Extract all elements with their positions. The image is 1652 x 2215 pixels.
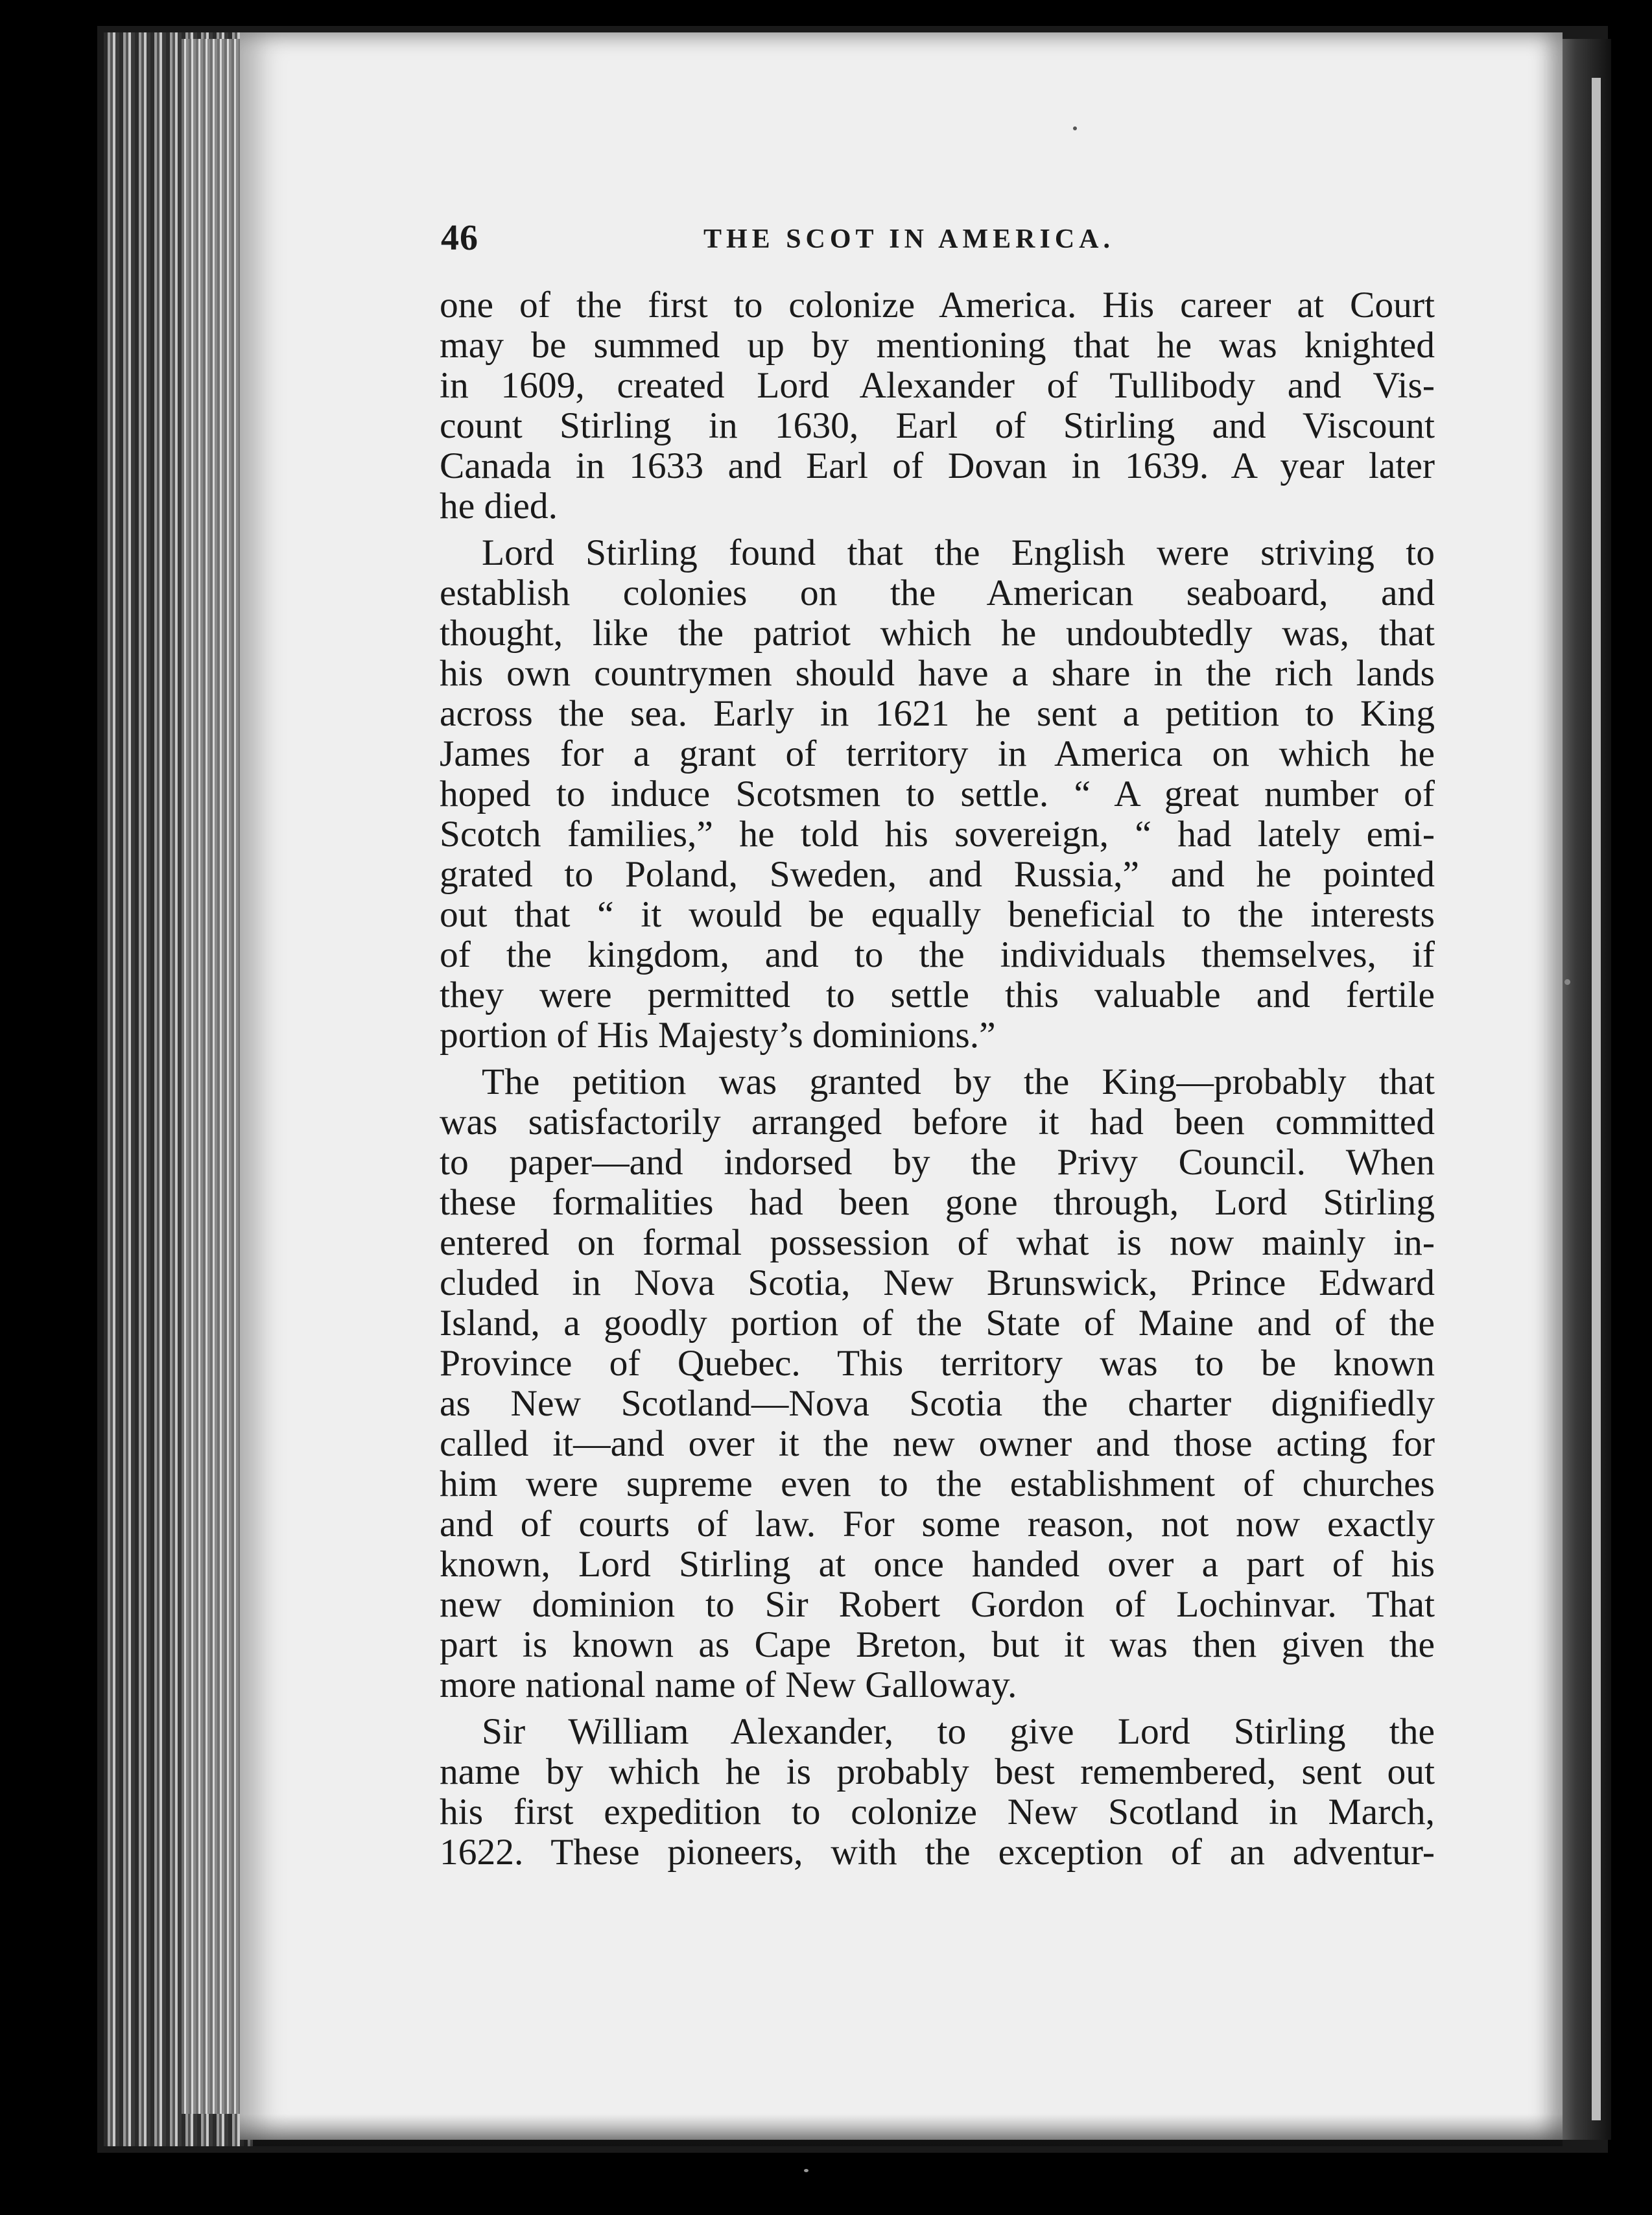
text-line: new dominion to Sir Robert Gordon of Lochinvar. That xyxy=(440,1585,1435,1625)
text-line: James for a grant of territory in America on which he xyxy=(440,734,1435,774)
text-line: Lord Stirling found that the English were striving to xyxy=(482,533,1435,573)
text-line: portion of His Majesty’s dominions.” xyxy=(440,1015,996,1056)
page-bottom-shadow xyxy=(240,2114,1563,2146)
text-line: hoped to induce Scotsmen to settle. “ A great number of xyxy=(440,774,1435,814)
text-line: cluded in Nova Scotia, New Brunswick, Prince Edward xyxy=(440,1263,1435,1303)
text-line: Province of Quebec. This territory was to be known xyxy=(440,1344,1435,1384)
text-line: thought, like the patriot which he undoubtedly was, that xyxy=(440,613,1435,654)
body-text xyxy=(440,285,1435,1873)
text-line: establish colonies on the American seaboard, and xyxy=(440,573,1435,613)
text-line: entered on formal possession of what is now mainly in- xyxy=(440,1223,1435,1263)
text-line: of the kingdom, and to the individuals themselves, if xyxy=(440,935,1435,975)
text-line: he died. xyxy=(440,486,558,527)
text-line: out that “ it would be equally beneficial to the interests xyxy=(440,895,1435,935)
book-cover-right-edge xyxy=(1556,39,1611,2140)
text-line: Sir William Alexander, to give Lord Stirling the xyxy=(482,1712,1435,1752)
running-title: THE SCOT IN AMERICA. xyxy=(703,224,1115,254)
text-line: these formalities had been gone through, Lord Stirling xyxy=(440,1183,1435,1223)
text-line: across the sea. Early in 1621 he sent a petition to King xyxy=(440,694,1435,734)
text-line: one of the first to colonize America. His career at Court xyxy=(440,285,1435,326)
text-line: The petition was granted by the King—probably that xyxy=(482,1062,1435,1102)
text-line: Scotch families,” he told his sovereign, “ had lately emi- xyxy=(440,814,1435,855)
text-line: called it—and over it the new owner and those acting for xyxy=(440,1424,1435,1464)
text-line: as New Scotland—Nova Scotia the charter dignifiedly xyxy=(440,1384,1435,1424)
running-head xyxy=(441,217,1180,263)
text-line: name by which he is probably best remembered, sent out xyxy=(440,1752,1435,1792)
page-edges-inner xyxy=(182,39,240,2114)
text-line: 1622. These pioneers, with the exception of an adventur- xyxy=(440,1832,1435,1873)
text-line: they were permitted to settle this valuable and fertile xyxy=(440,975,1435,1015)
text-line: to paper—and indorsed by the Privy Council. When xyxy=(440,1143,1435,1183)
text-line: was satisfactorily arranged before it had been committed xyxy=(440,1102,1435,1143)
text-line: in 1609, created Lord Alexander of Tullibody and Vis- xyxy=(440,366,1435,406)
scan-speck xyxy=(804,2169,808,2172)
text-line: count Stirling in 1630, Earl of Stirling and Viscount xyxy=(440,406,1435,446)
scan-speck xyxy=(1564,979,1570,985)
scan-speck xyxy=(1073,126,1077,130)
page-edge-right xyxy=(1592,78,1601,2120)
text-line: may be summed up by mentioning that he was knighted xyxy=(440,326,1435,366)
text-line: more national name of New Galloway. xyxy=(440,1665,1017,1705)
text-line: Canada in 1633 and Earl of Dovan in 1639. A year later xyxy=(440,446,1435,486)
page-number: 46 xyxy=(441,218,478,258)
text-line: him were supreme even to the establishment of churches xyxy=(440,1464,1435,1504)
text-line: and of courts of law. For some reason, not now exactly xyxy=(440,1504,1435,1545)
text-line: Island, a goodly portion of the State of Maine and of the xyxy=(440,1303,1435,1344)
text-line: his first expedition to colonize New Scotland in March, xyxy=(440,1792,1435,1832)
text-line: known, Lord Stirling at once handed over a part of his xyxy=(440,1545,1435,1585)
text-line: his own countrymen should have a share in the rich lands xyxy=(440,654,1435,694)
text-line: grated to Poland, Sweden, and Russia,” and he pointed xyxy=(440,855,1435,895)
text-line: part is known as Cape Breton, but it was then given the xyxy=(440,1625,1435,1665)
